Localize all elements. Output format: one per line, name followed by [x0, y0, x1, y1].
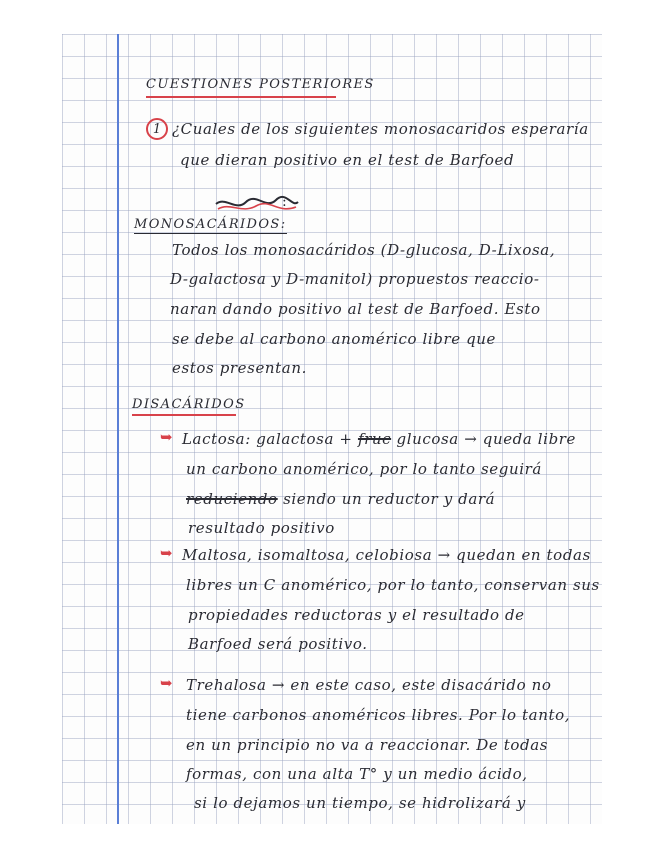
trehalosa-line-2: tiene carbonos anoméricos libres. Por lo tanto,	[186, 706, 571, 724]
question-line-2: que dieran positivo en el test de Barfoed	[180, 151, 515, 169]
trehalosa-line-4: formas, con una alta T° y un medio ácido,	[186, 765, 528, 783]
question-number: 1	[152, 121, 162, 137]
trehalosa-line-3: en un principio no va a reaccionar. De todas	[186, 736, 549, 754]
disacaridos-red-underline	[132, 414, 236, 416]
lactosa-text-c: siendo un reductor y dará	[283, 490, 496, 508]
monosacaridos-line-3: naran dando positivo al test de Barfoed. Esto	[170, 300, 541, 318]
disacaridos-heading: DISACÁRIDOS	[132, 397, 246, 412]
bullet-arrow-icon: ➥	[160, 674, 173, 692]
bullet-arrow-icon: ➥	[160, 544, 173, 562]
maltosa-line-2: libres un C anomérico, por lo tanto, conservan sus	[186, 576, 600, 594]
trehalosa-line-5: si lo dejamos un tiempo, se hidrolizará y	[194, 794, 526, 812]
lactosa-struck-text: fruc	[357, 430, 392, 448]
lactosa-line-3	[186, 490, 495, 508]
lactosa-text-b: glucosa → queda libre	[396, 430, 577, 448]
crossed-out-scribble-icon	[212, 194, 302, 216]
lactosa-line-4: resultado positivo	[188, 519, 335, 537]
question-line-1: ¿Cuales de los siguientes monosacaridos esperaría	[172, 120, 589, 138]
maltosa-line-4: Barfoed será positivo.	[188, 635, 368, 653]
grid-paper-sheet	[62, 34, 602, 824]
monosacaridos-heading: MONOSACÁRIDOS:	[134, 217, 287, 232]
lactosa-text-a: Lactosa: galactosa +	[182, 430, 353, 448]
monosacaridos-line-5: estos presentan.	[172, 359, 307, 377]
margin-line	[117, 34, 119, 824]
maltosa-line-3: propiedades reductoras y el resultado de	[188, 606, 525, 624]
page-title: CUESTIONES POSTERIORES	[146, 77, 375, 92]
lactosa-line-1	[182, 430, 576, 448]
title-red-underline	[146, 96, 336, 98]
lactosa-line-2: un carbono anomérico, por lo tanto seguirá	[186, 460, 542, 478]
monosacaridos-line-4: se debe al carbono anomérico libre que	[172, 330, 497, 348]
monosacaridos-line-1: Todos los monosacáridos (D-glucosa, D-Lixosa,	[172, 241, 556, 259]
question-number-circle-icon	[146, 118, 168, 140]
monosacaridos-line-2: D-galactosa y D-manitol) propuestos reaccio-	[170, 270, 540, 288]
lactosa-struck-word: reduciendo	[186, 490, 278, 508]
trehalosa-line-1: Trehalosa → en este caso, este disacárido no	[186, 676, 552, 694]
svg-text::: :	[282, 194, 287, 210]
maltosa-line-1: Maltosa, isomaltosa, celobiosa → quedan en todas	[182, 546, 591, 564]
bullet-arrow-icon: ➥	[160, 428, 173, 446]
